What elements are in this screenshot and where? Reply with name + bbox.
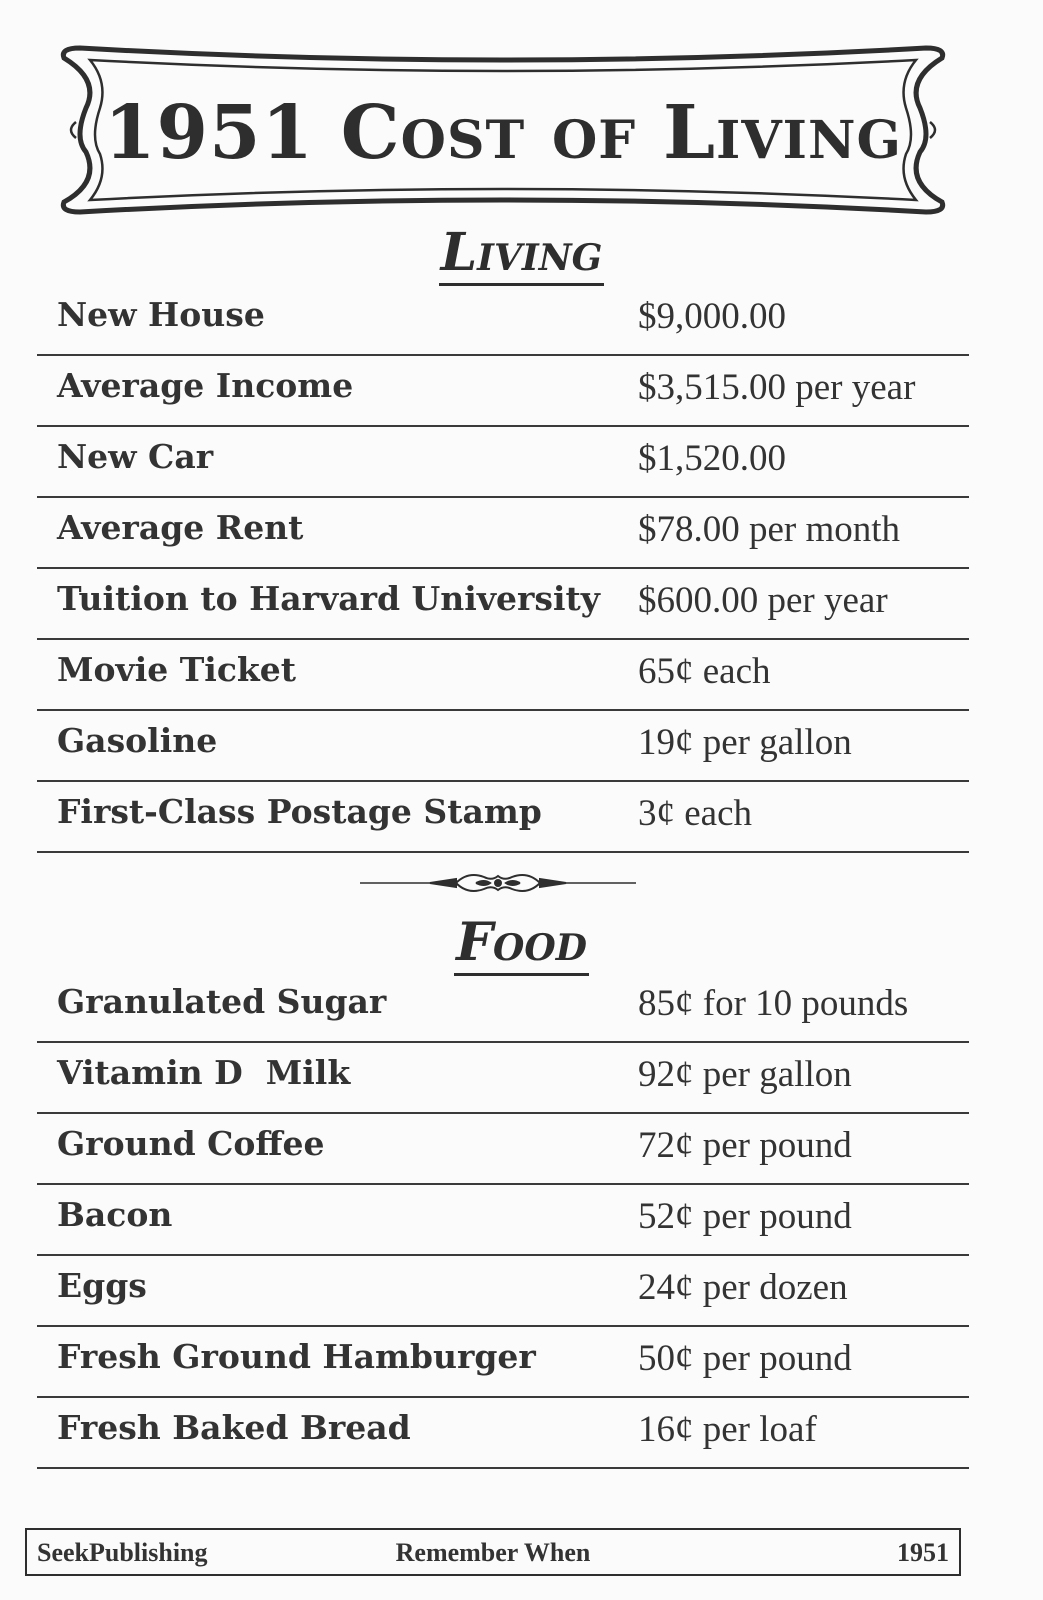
table-row bbox=[37, 569, 969, 640]
living-table bbox=[37, 285, 969, 853]
table-row bbox=[37, 356, 969, 427]
item-name: Average Income bbox=[57, 366, 354, 405]
item-name: Fresh Baked Bread bbox=[57, 1408, 411, 1447]
item-price: 19¢ per gallon bbox=[638, 722, 852, 763]
item-name: Bacon bbox=[57, 1195, 173, 1234]
footer-year: 1951 bbox=[897, 1538, 949, 1567]
table-row bbox=[37, 782, 969, 853]
food-heading bbox=[0, 912, 1043, 973]
item-price: $9,000.00 bbox=[638, 296, 786, 337]
item-name: New Car bbox=[57, 437, 214, 476]
item-name: First-Class Postage Stamp bbox=[57, 792, 542, 831]
item-price: 92¢ per gallon bbox=[638, 1054, 852, 1095]
footer-publisher: SeekPublishing bbox=[37, 1538, 208, 1567]
item-price: 24¢ per dozen bbox=[638, 1267, 848, 1308]
ornamental-flourish-icon bbox=[360, 868, 636, 898]
item-name: Vitamin D Milk bbox=[57, 1053, 351, 1092]
item-name: Eggs bbox=[57, 1266, 147, 1305]
table-row bbox=[37, 1256, 969, 1327]
footer-series: Remember When bbox=[395, 1538, 591, 1567]
item-price: $3,515.00 per year bbox=[638, 367, 916, 408]
table-row bbox=[37, 1043, 969, 1114]
table-row bbox=[37, 1327, 969, 1398]
item-name: Granulated Sugar bbox=[57, 982, 387, 1021]
item-price: $1,520.00 bbox=[638, 438, 786, 479]
item-price: 85¢ for 10 pounds bbox=[638, 983, 909, 1024]
item-price: 50¢ per pound bbox=[638, 1338, 852, 1379]
food-table bbox=[37, 972, 969, 1469]
item-price: $600.00 per year bbox=[638, 580, 888, 621]
page-title: 1951 Cost of Living bbox=[104, 90, 902, 176]
food-heading-text: Food bbox=[454, 912, 589, 976]
table-row bbox=[37, 1114, 969, 1185]
table-row bbox=[37, 711, 969, 782]
living-heading-text: Living bbox=[439, 222, 605, 286]
item-name: Ground Coffee bbox=[57, 1124, 325, 1163]
table-row bbox=[37, 640, 969, 711]
living-heading bbox=[0, 222, 1043, 283]
item-name: Fresh Ground Hamburger bbox=[57, 1337, 536, 1376]
item-price: 3¢ each bbox=[638, 793, 753, 834]
table-row bbox=[37, 1398, 969, 1469]
table-row bbox=[37, 427, 969, 498]
item-name: Average Rent bbox=[57, 508, 304, 547]
item-price: $78.00 per month bbox=[638, 509, 901, 550]
item-name: New House bbox=[57, 295, 265, 334]
table-row bbox=[37, 498, 969, 569]
title-banner bbox=[40, 42, 966, 217]
item-name: Movie Ticket bbox=[57, 650, 297, 689]
item-name: Gasoline bbox=[57, 721, 218, 760]
table-row bbox=[37, 1185, 969, 1256]
page-footer bbox=[25, 1528, 961, 1576]
item-price: 72¢ per pound bbox=[638, 1125, 852, 1166]
item-price: 65¢ each bbox=[638, 651, 771, 692]
table-row bbox=[37, 972, 969, 1043]
item-name: Tuition to Harvard University bbox=[57, 579, 600, 618]
item-price: 16¢ per loaf bbox=[638, 1409, 817, 1450]
item-price: 52¢ per pound bbox=[638, 1196, 852, 1237]
table-row bbox=[37, 285, 969, 356]
